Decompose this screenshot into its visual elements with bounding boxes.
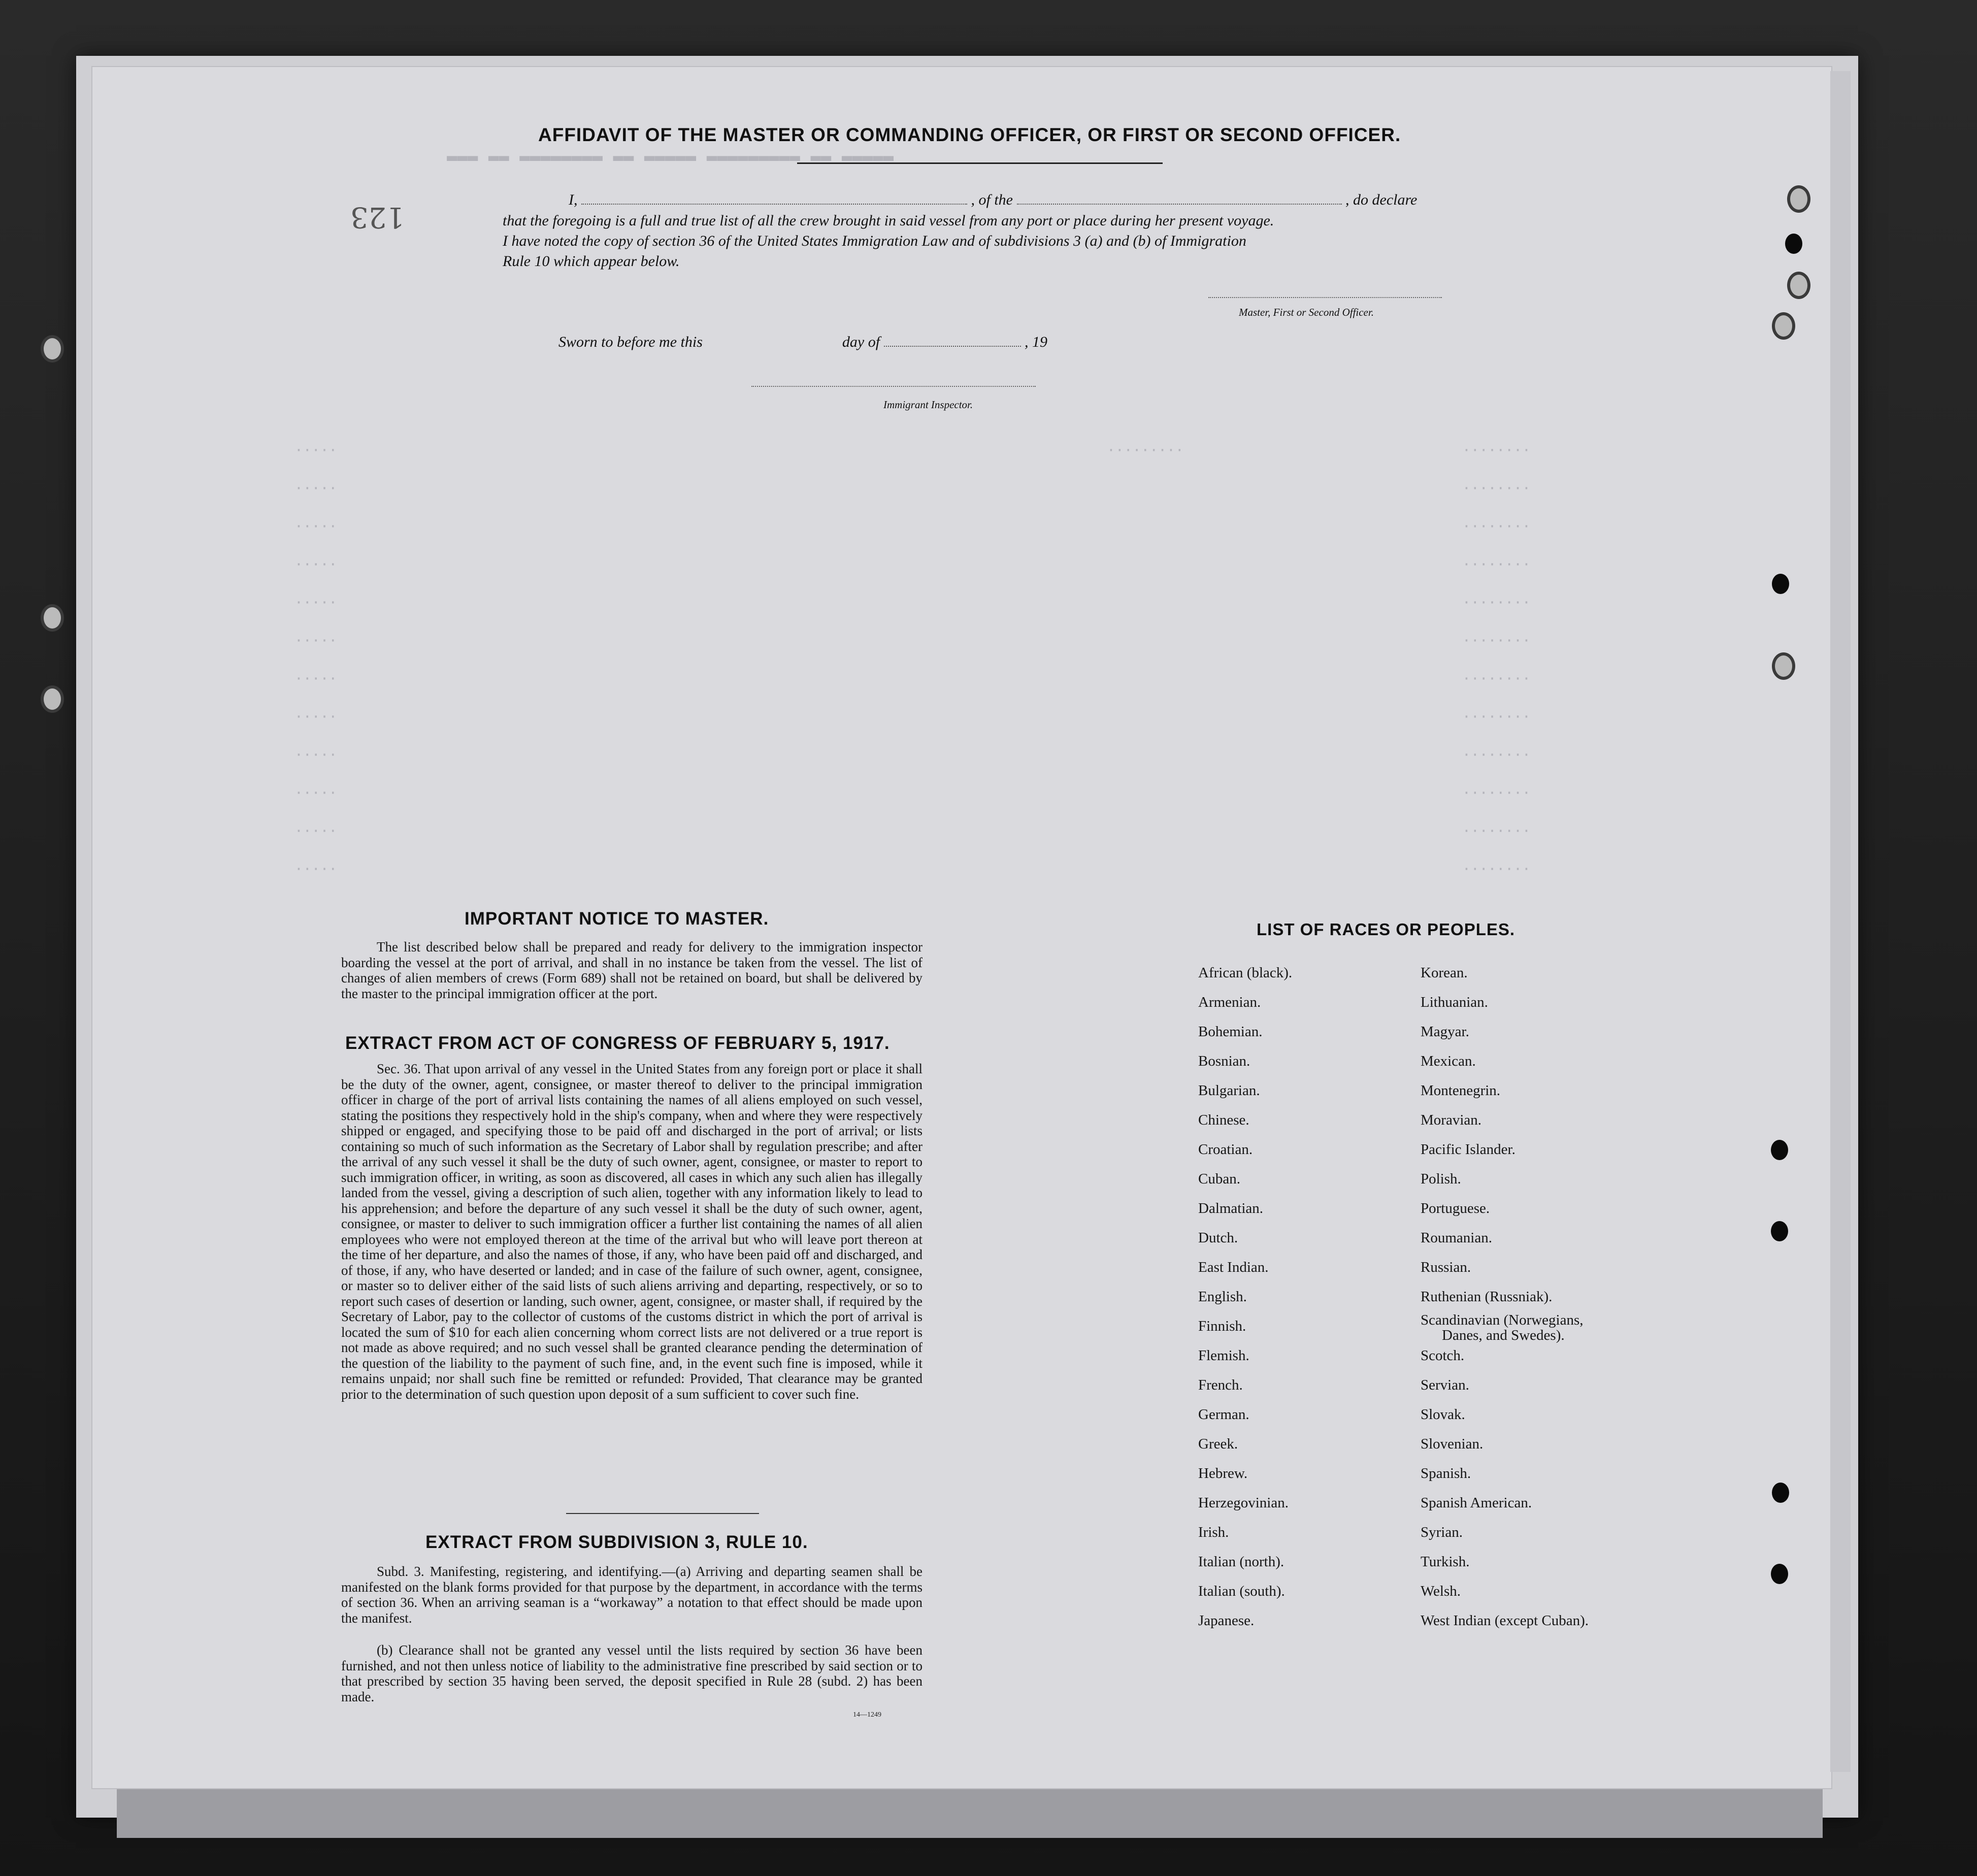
binding-ring [1772, 652, 1795, 680]
race-left-item: Dutch. [1198, 1230, 1238, 1246]
vessel-name-field[interactable] [1017, 190, 1342, 205]
race-right-item: Welsh. [1421, 1583, 1461, 1599]
race-right-item: Pacific Islander. [1421, 1141, 1515, 1158]
page-edge-strip [1830, 71, 1851, 1772]
races-title: LIST OF RACES OR PEOPLES. [1257, 920, 1515, 939]
handwritten-page-mark: 123 [350, 201, 405, 234]
race-left-item: Cuban. [1198, 1171, 1240, 1187]
bleed-row: ····· ········ [294, 746, 1531, 763]
race-right-item: Ruthenian (Russniak). [1421, 1289, 1553, 1305]
race-right-item: Magyar. [1421, 1024, 1469, 1040]
sworn-month-field[interactable] [884, 333, 1021, 347]
affidavit-line-3: I have noted the copy of section 36 of the United States Immigration Law and of subdivisions 3 (a) and (b) of Immigration [503, 233, 1246, 249]
race-right-item: Lithuanian. [1421, 994, 1488, 1010]
race-left-item: Dalmatian. [1198, 1200, 1264, 1216]
affidavit-i-label: I, [569, 191, 578, 208]
bleed-row: ····· ········ [294, 556, 1531, 573]
bleed-row: ····· ········ [294, 480, 1531, 497]
rule-extract-body-b: (b) Clearance shall not be granted any vessel until the lists required by section 36 have been furnished, and not then unless notice of liability to the administrative fine prescribed by said section or to that prescribed by section 35 having been served, the deposit specified in Rule 28 (subd. 2) has been made. [341, 1642, 922, 1704]
race-left-item: English. [1198, 1289, 1247, 1305]
master-name-field[interactable] [581, 190, 967, 205]
form-number: 14—1249 [853, 1711, 881, 1719]
race-left-item: Bulgarian. [1198, 1082, 1260, 1099]
race-right-item: Spanish American. [1421, 1495, 1532, 1511]
race-right-item: Portuguese. [1421, 1200, 1490, 1216]
race-right-item: Syrian. [1421, 1524, 1463, 1540]
sworn-label: Sworn to before me this [558, 334, 703, 350]
race-left-item: Bohemian. [1198, 1024, 1263, 1040]
section-divider [566, 1513, 759, 1514]
inspector-signature-line[interactable] [751, 386, 1036, 387]
race-left-item: Italian (north). [1198, 1554, 1284, 1570]
race-right-item: Slovak. [1421, 1406, 1465, 1423]
act-extract-title: EXTRACT FROM ACT OF CONGRESS OF FEBRUARY 5, 1917. [345, 1033, 890, 1053]
affidavit-of-the-label: , of the [971, 191, 1013, 208]
race-right-item: Scotch. [1421, 1347, 1465, 1364]
race-left-item: Japanese. [1198, 1612, 1255, 1629]
binding-hole [1772, 1483, 1789, 1503]
race-left-item: Hebrew. [1198, 1465, 1248, 1482]
bleed-row: ····· ········ [294, 632, 1531, 649]
race-left-item: Croatian. [1198, 1141, 1253, 1158]
race-right-item: West Indian (except Cuban). [1421, 1612, 1589, 1629]
bleed-row: ····· ········ [294, 594, 1531, 611]
race-right-item: Russian. [1421, 1259, 1471, 1275]
race-left-item: Herzegovinian. [1198, 1495, 1289, 1511]
bleed-row: ····· ········ [294, 708, 1531, 725]
rule-extract-title: EXTRACT FROM SUBDIVISION 3, RULE 10. [425, 1532, 808, 1552]
race-left-item: Flemish. [1198, 1347, 1249, 1364]
bleed-heading: ▬▬▬ ▬▬ ▬▬▬▬▬▬▬▬ ▬▬ ▬▬▬▬▬ ▬▬▬▬▬▬▬▬▬ ▬▬ ▬▬▬▬▬ [447, 147, 894, 168]
bleed-row: ····· ········· ········ [294, 442, 1531, 458]
binding-hole [1771, 1564, 1788, 1584]
act-extract-body: Sec. 36. That upon arrival of any vessel in the United States from any foreign port or place it shall be the duty of the owner, agent, consignee, or master thereof to deliver to the principal immigration officer in charge of the port of arrival lists containing the names of all aliens employed on such vessel, stating the positions they respectively hold in the ship's company, when and where they were respectively shipped or engaged, and specifying those to be paid off and discharged in the port of arrival; or lists containing so much of such information as the Secretary of Labor shall by regulation prescribe; and after the arrival of any such vessel it shall be the duty of such owner, agent, consignee, or master to report to such immigration officer, in writing, as soon as discovered, all cases in which any such alien has illegally landed from the vessel, giving a description of such alien, together with any information likely to lead to his apprehension; and before the departure of any such vessel it shall be the duty of such owner, agent, consignee, or master to deliver to such immigration officer a further list containing the names of all alien employees who were not employed thereon at the time of the arrival but who will leave port thereon at the time of her departure, and also the names of those, if any, who have been paid off and discharged, and of those, if any, who have deserted or landed; and in case of the failure of such owner, agent, consignee, or master so to deliver either of the said lists of such aliens arriving and departing, respectively, or so to report such cases of desertion or landing, such owner, agent, consignee, or master shall, if required by the Secretary of Labor, pay to the collector of customs of the customs district in which the port of arrival is located the sum of $10 for each alien concerning whom correct lists are not delivered or a true report is not made as above required; and no such vessel shall be granted clearance pending the determination of the question of the liability to the payment of such fine, and, in the event such fine is imposed, while it remains unpaid; nor shall such fine be remitted or refunded: Provided, That clearance may be granted prior to the determination of such question upon deposit of a sum sufficient to cover such fine. [341, 1061, 922, 1402]
race-left-item: Bosnian. [1198, 1053, 1250, 1069]
race-right-item: Scandinavian (Norwegians, [1421, 1312, 1584, 1328]
binding-hole [1771, 1221, 1788, 1241]
race-left-item: Irish. [1198, 1524, 1229, 1540]
inspector-signature-label: Immigrant Inspector. [883, 399, 973, 411]
race-right-item: Spanish. [1421, 1465, 1471, 1482]
master-signature-label: Master, First or Second Officer. [1239, 306, 1374, 318]
notice-body: The list described below shall be prepared and ready for delivery to the immigration inspector boarding the vessel at the port of arrival, and shall in no instance be taken from the vessel. The list of changes of alien members of crews (Form 689) shall not be retained on board, but shall be delivered by the master to the principal immigration officer at the port. [341, 939, 922, 1001]
binding-ring [41, 335, 64, 363]
sworn-line [558, 333, 1047, 351]
binding-ring [1787, 185, 1810, 213]
affidavit-title: AFFIDAVIT OF THE MASTER OR COMMANDING OFFICER, OR FIRST OR SECOND OFFICER. [538, 124, 1401, 145]
race-right-item: Slovenian. [1421, 1436, 1484, 1452]
race-left-item: Finnish. [1198, 1318, 1246, 1334]
race-left-item: Italian (south). [1198, 1583, 1285, 1599]
master-signature-line[interactable] [1208, 297, 1442, 298]
race-right-item: Roumanian. [1421, 1230, 1492, 1246]
race-right-item: Danes, and Swedes). [1442, 1327, 1565, 1343]
affidavit-line-2: that the foregoing is a full and true list of all the crew brought in said vessel from any port or place during her present voyage. [503, 212, 1274, 229]
binding-ring [41, 685, 64, 713]
race-right-item: Turkish. [1421, 1554, 1470, 1570]
affidavit-declare-label: , do declare [1345, 191, 1418, 208]
race-left-item: Chinese. [1198, 1112, 1249, 1128]
day-of-label: day of [842, 334, 880, 350]
affidavit-line-1 [569, 190, 1417, 209]
binding-hole [1772, 574, 1789, 594]
year-label: , 19 [1025, 334, 1048, 350]
race-right-item: Polish. [1421, 1171, 1461, 1187]
race-right-item: Montenegrin. [1421, 1082, 1501, 1099]
bleed-row: ····· ········ [294, 861, 1531, 877]
rule-extract-body-a: Subd. 3. Manifesting, registering, and identifying.—(a) Arriving and departing seamen shall be manifested on the blank forms provided for that purpose by the department, in accordance with the terms of section 36. When an arriving seaman is a “workaway” a notation to that effect should be made upon the manifest. [341, 1564, 922, 1626]
document-page [91, 66, 1832, 1789]
notice-title: IMPORTANT NOTICE TO MASTER. [465, 909, 769, 929]
race-right-item: Moravian. [1421, 1112, 1481, 1128]
binding-hole [1771, 1140, 1788, 1160]
race-left-item: Greek. [1198, 1436, 1238, 1452]
binding-ring [1772, 312, 1795, 340]
race-right-item: Korean. [1421, 965, 1468, 981]
race-left-item: African (black). [1198, 965, 1293, 981]
affidavit-line-4: Rule 10 which appear below. [503, 253, 680, 270]
affidavit-title-rule [797, 162, 1163, 164]
race-left-item: East Indian. [1198, 1259, 1269, 1275]
bleed-row: ····· ········ [294, 784, 1531, 801]
race-left-item: Armenian. [1198, 994, 1261, 1010]
bleed-row: ····· ········ [294, 670, 1531, 687]
binding-ring [1787, 272, 1810, 299]
bleed-row: ····· ········ [294, 822, 1531, 839]
race-left-item: German. [1198, 1406, 1249, 1423]
race-left-item: French. [1198, 1377, 1243, 1393]
race-right-item: Servian. [1421, 1377, 1469, 1393]
binding-hole [1785, 234, 1802, 254]
race-right-item: Mexican. [1421, 1053, 1476, 1069]
sworn-day-field[interactable] [706, 333, 838, 347]
binding-ring [41, 604, 64, 632]
bleed-row: ····· ········ [294, 518, 1531, 535]
